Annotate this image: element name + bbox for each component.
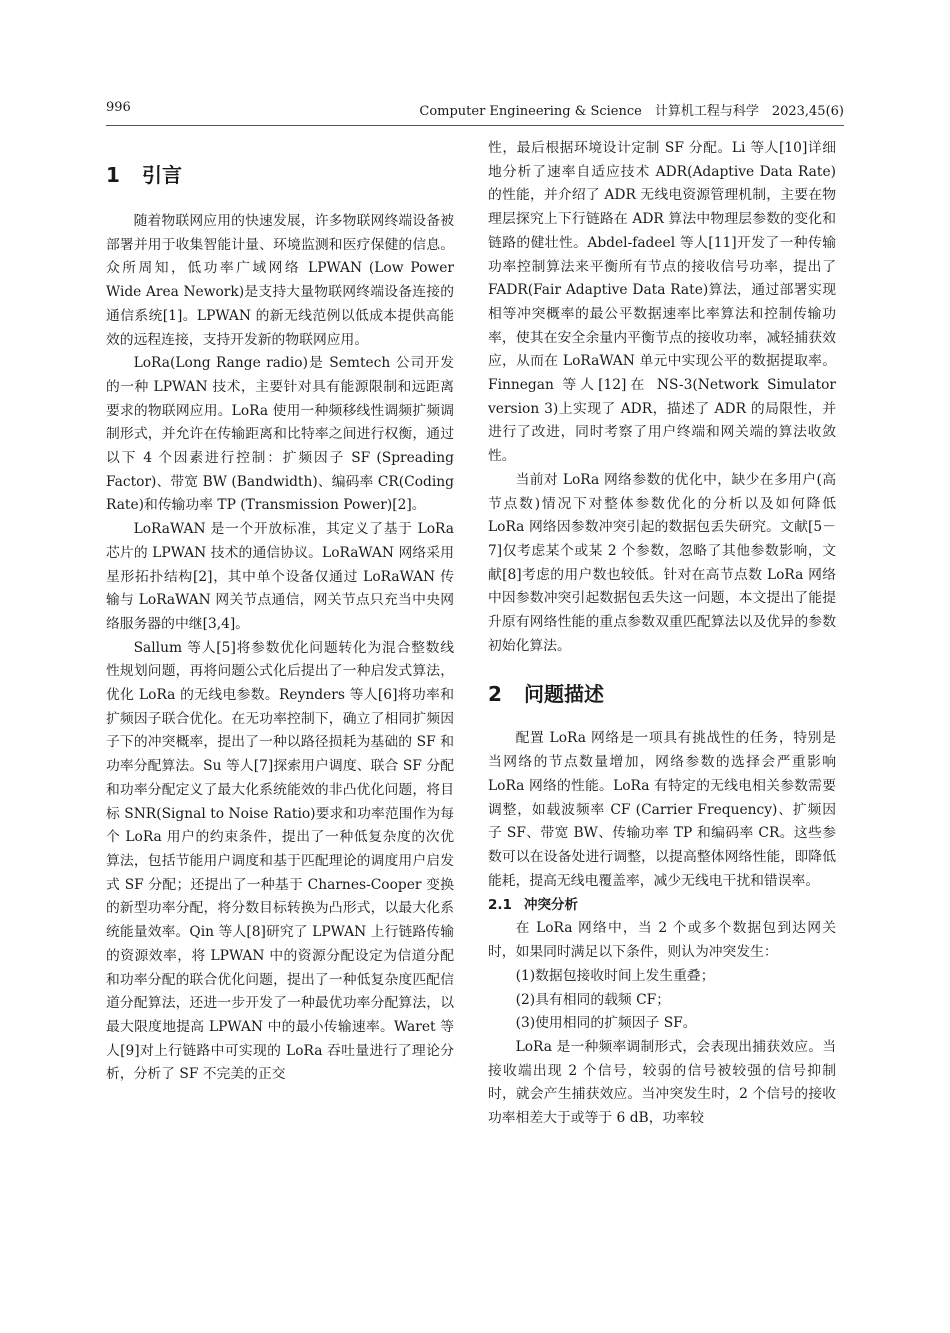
condition-item: (2)具有相同的载频 CF；: [515, 991, 671, 1008]
paragraph-continued: 性，最后根据环境设计定制 SF 分配。Li 等人[10]详细地分析了速率自适应技术 ADR(Adaptive Data Rate)的性能，并介绍了 ADR 无线电资源管理机制，主要在物理层探究上下行链路在 ADR 算法中物理层参数的变化和链路的健壮性。Abdel-fadeel 等人[11]开发了一种传输功率控制算法来平衡所有节点的接收信号功率，提出了 FADR(Fair Adaptive Data Rate)算法，通过部署实现相等冲突概率的最公平数据速率比率算法和控制传输功率，使其在安全余量内平衡节点的接收功率，减轻捕获效应，从而在 LoRaWAN 单元中实现公平的数据提取率。Finnegan 等人[12]在 NS-3(Network Simulator version 3)上实现了 ADR，描述了 ADR 的局限性，并进行了改进，同时考察了用户终端和网关端的算法收敛性。: [488, 140, 836, 465]
section-title: 引言: [142, 163, 182, 187]
section-2-heading: [488, 678, 836, 707]
paragraph: LoRa(Long Range radio)是 Semtech 公司开发的一种 LPWAN 技术，主要针对具有能源限制和远距离要求的物联网应用。LoRa 使用一种频移线性调频扩频调制形式，并允许在传输距离和比特率之间进行权衡，通过以下 4 个因素进行控制：扩频因子 SF (Spreading Factor)、带宽 BW (Bandwidth)、编码率 CR(Coding Rate)和传输功率 TP (Transmission Power)[2]。: [106, 355, 454, 514]
paragraph: LoRaWAN 是一个开放标准，其定义了基于 LoRa 芯片的 LPWAN 技术的通信协议。LoRaWAN 网络采用星形拓扑结构[2]，其中单个设备仅通过 LoRaWAN 传输与 LoRaWAN 网关节点通信，网关节点只充当中央网络服务器的中继[3,4]。: [106, 521, 454, 632]
section-number: 1: [106, 163, 120, 187]
paragraph: LoRa 是一种频率调制形式，会表现出捕获效应。当接收端出现 2 个信号，较弱的信号被较强的信号抑制时，就会产生捕获效应。当冲突发生时，2 个信号的接收功率相差大于或等于 6 dB，功率较: [488, 1038, 836, 1127]
paragraph: 在 LoRa 网络中，当 2 个或多个数据包到达网关时，如果同时满足以下条件，则认为冲突发生：: [488, 920, 836, 961]
left-column: [106, 137, 454, 1087]
paragraph: 配置 LoRa 网络是一项具有挑战性的任务，特别是当网络的节点数量增加，网络参数的选择会严重影响 LoRa 网络的性能。LoRa 有特定的无线电相关参数需要调整，如载波频率 CF (Carrier Frequency)、扩频因子 SF、带宽 BW、传输功率 TP 和编码率 CR。这些参数可以在设备处进行调整，以提高整体网络性能，即降低能耗，提高无线电覆盖率，减少无线电干扰和错误率。: [488, 730, 836, 889]
section-title: 问题描述: [524, 682, 604, 707]
paragraph: 随着物联网应用的快速发展，许多物联网终端设备被部署并用于收集智能计量、环境监测和医疗保健的信息。众所周知，低功率广域网络 LPWAN (Low Power Wide Area Nework)是支持大量物联网终端设备连接的通信系统[1]。LPWAN 的新无线范例以低成本提供高能效的远程连接，支持开发新的物联网应用。: [106, 213, 454, 348]
section-number: 2: [488, 682, 502, 707]
running-header: Computer Engineering & Science 计算机工程与科学 2023,45(6): [419, 104, 844, 119]
paragraph: 当前对 LoRa 网络参数的优化中，缺少在多用户(高节点数)情况下对整体参数优化的分析以及如何降低 LoRa 网络因参数冲突引起的数据包丢失研究。文献[5－7]仅考虑某个或某 2 个参数，忽略了其他参数影响，文献[8]考虑的用户数也较低。针对在高节点数 LoRa 网络中因参数冲突引起数据包丢失这一问题，本文提出了能提升原有网络性能的重点参数双重匹配算法以及优异的参数初始化算法。: [488, 471, 836, 654]
section-1-heading: [106, 159, 454, 188]
condition-item: (1)数据包接收时间上发生重叠；: [515, 967, 715, 984]
subsection-number: 2.1: [488, 897, 512, 914]
subsection-2-1-heading: [488, 893, 836, 917]
header-rule: [106, 125, 844, 126]
page-number: 996: [106, 100, 131, 115]
right-column: [488, 137, 836, 1131]
condition-item: (3)使用相同的扩频因子 SF。: [515, 1015, 697, 1032]
subsection-title: 冲突分析: [524, 897, 578, 914]
paragraph: Sallum 等人[5]将参数优化问题转化为混合整数线性规划问题，再将问题公式化后提出了一种启发式算法，优化 LoRa 的无线电参数。Reynders 等人[6]将功率和扩频因子联合优化。在无功率控制下，确立了相同扩频因子下的冲突概率，提出了一种以路径损耗为基础的 SF 和功率分配算法。Su 等人[7]探索用户调度、联合 SF 分配和功率分配定义了最大化系统能效的非凸优化问题，将目标 SNR(Signal to Noise Ratio)要求和功率范围作为每个 LoRa 用户的约束条件，提出了一种低复杂度的次优算法，包括节能用户调度和基于匹配理论的调度用户启发式 SF 分配；还提出了一种基于 Charnes-Cooper 变换的新型功率分配，将分数目标转换为凸形式，以最大化系统能量效率。Qin 等人[8]研究了 LPWAN 上行链路传输的资源效率，将 LPWAN 中的资源分配设定为信道分配和功率分配的联合优化问题，提出了一种低复杂度匹配信道分配算法，还进一步开发了一种最优功率分配算法，以最大限度地提高 LPWAN 中的最小传输速率。Waret 等人[9]对上行链路中可实现的 LoRa 吞吐量进行了理论分析，分析了 SF 不完美的正交: [106, 639, 454, 1083]
